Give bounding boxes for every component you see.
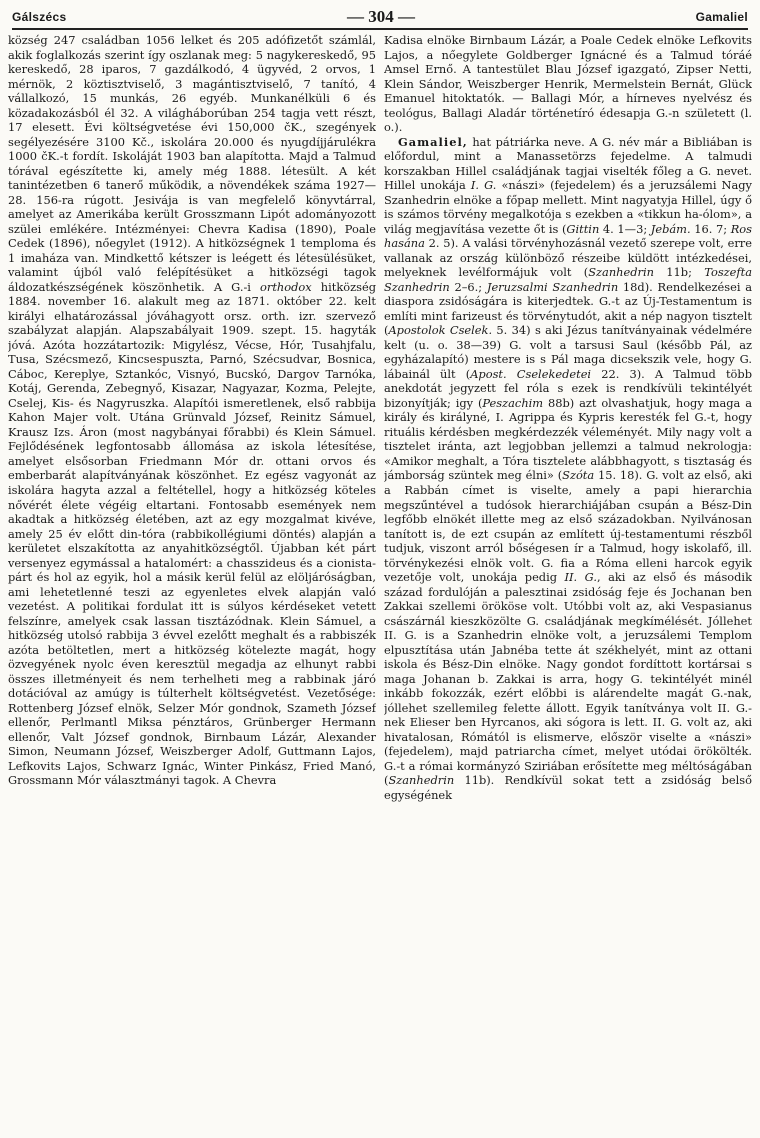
italic-run: Jebám. [650,221,691,236]
italic-run: I. G. [470,178,497,193]
right-paragraph-continued: Kadisa elnöke Birnbaum Lázár, a Poale Cedek elnöke Lefkovits Lajos, a nőegylete Goldberger Ignácné és a Talmud tóráé Amsel Ernő. A tantestület Blau József igazgató, Zipser Netti, Klein Sándor, Weiszberger Henrik, Mermelstein Bernát, Glück Emanuel hitoktatók. — Ballagi Mór, a hírneves nyelvész és teológus, Ballagi Aladár történetíró édesapja G.-n született (l. o.). [384,33,752,135]
italic-run: Gittin [566,221,600,236]
italic-run: Toszefta Szanhedrin [384,265,752,294]
italic-run: Szanhedrin [388,773,455,788]
running-header [12,6,748,30]
text-run: hitközség 1884. november 16. alakult meg az 1871. október 22. kelt királyi elhatározással jóváhagyott orsz. orth. izr. szervező szabályzat alapján. Alapszabályait 1909. szept. 15. hagyták jóvá. Azóta hozzátartozik: Migylész, Vécse, Hór, Tusahjfalu, Tusa, Szécsmező, Kincsespuszta, Parnó, Szécsudvar, Bosnica, Cáboc, Kereplye, Sztankóc, Visnyó, Bucskó, Dargov Tarnóka, Kotáj, Gerenda, Zebegnyő, Kisazar, Nagyazar, Kozma, Pelejte, Cselej, Kis- és Nagyruszka. Alapítói ismeretlenek, első rabbija Kahon Majer volt. Utána Grünvald József, Reinitz Sámuel, Krausz Izs. Áron (most nagybányai főrabbi) és Klein Sámuel. Fejlődésének legfontosabb állomása az iskola létesítése, amelyet elsősorban Friedmann Mór dr. ottani orvos és emberbarát alapítványának köszönhet. Ez egész vagyonát az iskolára hagyta azzal a feltétellel, hogy a hitközség köteles nővérét élete végéig eltartani. Fontosabb események nem akadtak a hitközség életében, azt az egy mozgalmat kivéve, amely 25 év előtt din-tóra (rabbikollégiumi döntés) alapján a kerületet elszakította az anyahitközségtől. Újabban két párt versenyez egymással a hatalomért: a chasszideus és a cionista-párt és hol az egyik, hol a másik kerül felül az elöljáróságban, ami lehetetlenné teszi az egyenletes elvek alapján való vezetést. A politikai fordulat itt is súlyos kérdéseket vetett felszínre, amelyek csak lassan tisztázódnak. Klein Sámuel, a hitközség utolsó rabbija 3 évvel ezelőtt meghalt és a rabbiszék azóta betöltetlen, mert a hitközség kötelezte magát, hogy özvegyének nyolc éven keresztül megadja az elhunyt rabbi összes illetményeit és nem terhelheti meg a rabbinak járó dotációval az amúgy is túlterhelt költségvetést. Vezetősége: Rottenberg József elnök, Selzer Mór gondnok, Szameth József ellenőr, Perlmantl Miksa pénztáros, Grünberger Hermann ellenőr, Valt József gondnok, Birnbaum Lázár, Alexander Simon, Neumann József, Weiszberger Adolf, Guttmann Lajos, Lefkovits Lajos, Schwarz Ignác, Winter Pinkász, Fried Manó, Grossmann Mór választmányi tagok. A Chevra [8,279,376,788]
text-run: 11b). Rendkívül sokat tett a zsidóság belső egységének [384,773,752,802]
left-paragraph [8,33,376,788]
page-number: — 304 — [347,7,415,26]
italic-run: Ros hasána [384,221,752,251]
text-run: 88b) azt olvashatjuk, hogy maga a király és királyné, I. Agrippa és Kypris keresték fel G.-t, hogy rituális kérdésben megkérdezzék véleményét. Mily nagy volt a tisztelet iránta, azt legjobban jellemzi a talmud nekrologja: «Amikor meghalt, a Tóra tisztelete alábbhagyott, s tisztaság és jámborság szüntek meg élni» ( [384,395,752,483]
italic-run: Peszachim [482,395,544,410]
text-run: 16. 7; [690,221,731,236]
italic-run: Apost. Cselekedetei [470,366,592,381]
text-run: 15. 18). G. volt az első, aki a Rabbán címet is viselte, amely a papi hierarchia megszűntével a tudósok hierarchiájában csupán a Bész-Din legfőbb elnökét illette meg az első századokban. Nyilvánosan tanított is, de ezt csupán az említett új-testamentumi részből tudjuk, viszont arról bőségesen ír a Talmud, hogy iskolafő, ill. törvénykezési elnök volt. G. fia a Róma elleni harcok egyik vezetője volt, unokája pedig [384,468,752,585]
italic-run: Szóta [562,468,595,483]
text-run: 2. 5). A valási törvényhozásnál vezető szerepe volt, erre vallanak az ország különböző részeibe küldött intézkedései, melyeknek levélformájuk volt ( [384,236,752,280]
italic-run: Jeruzsalmi Szanhedrin [486,279,619,294]
text-run: 11b; [653,265,705,280]
italic-run: II. G. [564,570,597,585]
text-run: hat pátriárka neve. A G. név már a Bibliában is előfordul, mint a Manassetörzs fejedelme. A talmudi korszakban Hillel családjának tagjai viselték főleg a G. nevet. Hillel unokája [384,134,752,193]
entry-title: Gamaliel, [398,134,468,149]
text-run: község 247 családban 1056 lelket és 205 adófizetőt számlál, akik foglalkozás szerint így oszlanak meg: 5 nagykereskedő, 95 kereskedő, 28 iparos, 7 gazdálkodó, 4 ügyvéd, 2 orvos, 1 mérnök, 2 köztisztviselő, 3 magántisztviselő, 7 tanító, 4 vállalkozó, 15 munkás, 26 egyéb. Munkanélküli 6 és közadakozásból él 32. A világháborúban 254 tagja vett részt, 17 elesett. Évi költségvetése évi 150,000 čK., szegények segélyezésére 3100 Kč., iskolára 20.000 és nyugdíjjárulékra 1000 čK.-t fordít. Iskoláját 1903 ban alapította. Majd a Talmud tórával egészítette ki, amely még 1888. létesült. A két tanintézetben 6 tanerő működik, a növendékek száma 1927—28. 156-ra rúgott. Jesivája is van megfelelő könyvtárral, amelyet az Amerikába került Grosszmann Lipót adományozott szülei emlékére. Intézményei: Chevra Kadisa (1890), Poale Cedek (1896), nőegylet (1912). A hitközségnek 1 temploma és 1 imaháza van. Mindkettő kétszer is leégett és létesülésüket, valamint újból való felépítésüket a hitközségi tagok áldozatkészségének köszönhetik. A G.-i [8,33,376,294]
text-run: 4. 1—3; [599,221,651,236]
text-columns [8,33,752,1133]
italic-run: Apostolok Cselek. [388,323,493,338]
header-right-keyword: Gamaliel [695,10,748,24]
header-left-keyword: Gálszécs [12,10,67,24]
text-run: «nászi» (fejedelem) és a jeruzsálemi Nagy Szanhedrin elnöke a főpap mellett. Mint nagyatyja Hillel, úgy ő is számos törvény megalkotója s ezekben a «tikkun ha-ólom», a világ megjavítása vezette őt is ( [384,178,752,236]
left-column [8,33,376,1133]
text-run: 22. 3). A Talmud több anekdotát jegyzett fel róla s ezek is rendkívüli tekintélyét bizonyítják; igy ( [384,366,752,410]
text-run: , aki az első és második század fordulóján a palesztinai zsidóság feje és Jochanan ben Zakkai szellemi örököse volt. Utóbbi volt az, aki Vespasianus császárnál kieszközölte G. családjának megkímélését. Jóllehet II. G. is a Szanhedrin elnöke volt, a jeruzsálemi Templom elpusztítása után Jabnéba tette át székhelyét, mint az ottani iskola és Bész-Din elnöke. Nagy gondot fordíttott kortársai s maga Johanan b. Zakkai is arra, hogy G. tekintélyét minél inkább fokozzák, ezért előbbi is alárendelte magát G.-nak, jóllehet szellemileg felette állott. Egyik tanítványa volt II. G.-nek Elieser ben Hyrcanos, aki sógora is lett. II. G. volt az, aki hivatalosan, Rómától is elismerve, először viselte a «nászi» (fejedelem), majd patriarcha címet, melyet utódai örökölték. G.-t a római kormányzó Sziriában erősítette meg méltóságában ( [384,570,752,788]
italic-run: orthodox [260,279,312,294]
text-run: 5. 34) s aki Jézus tanítványainak védelmére kelt (u. o. 38—39) G. volt a tarsusi Saul (később Pál, az egyházalapító) mestere is s Pál maga dicsekszik vele, hogy G. lábainál ült ( [384,323,752,381]
text-run: 2–6.; [449,279,487,294]
text-run: 18d). Rendelkezései a diaspora zsidóságára is kiterjedtek. G.-t az Új-Testamentum is említi mint farizeust és törvénytudót, akit a nép nagyon tisztelt ( [384,279,752,338]
right-column [384,33,752,1133]
entry-gamaliel [384,135,752,803]
italic-run: Szanhedrin [588,265,654,280]
